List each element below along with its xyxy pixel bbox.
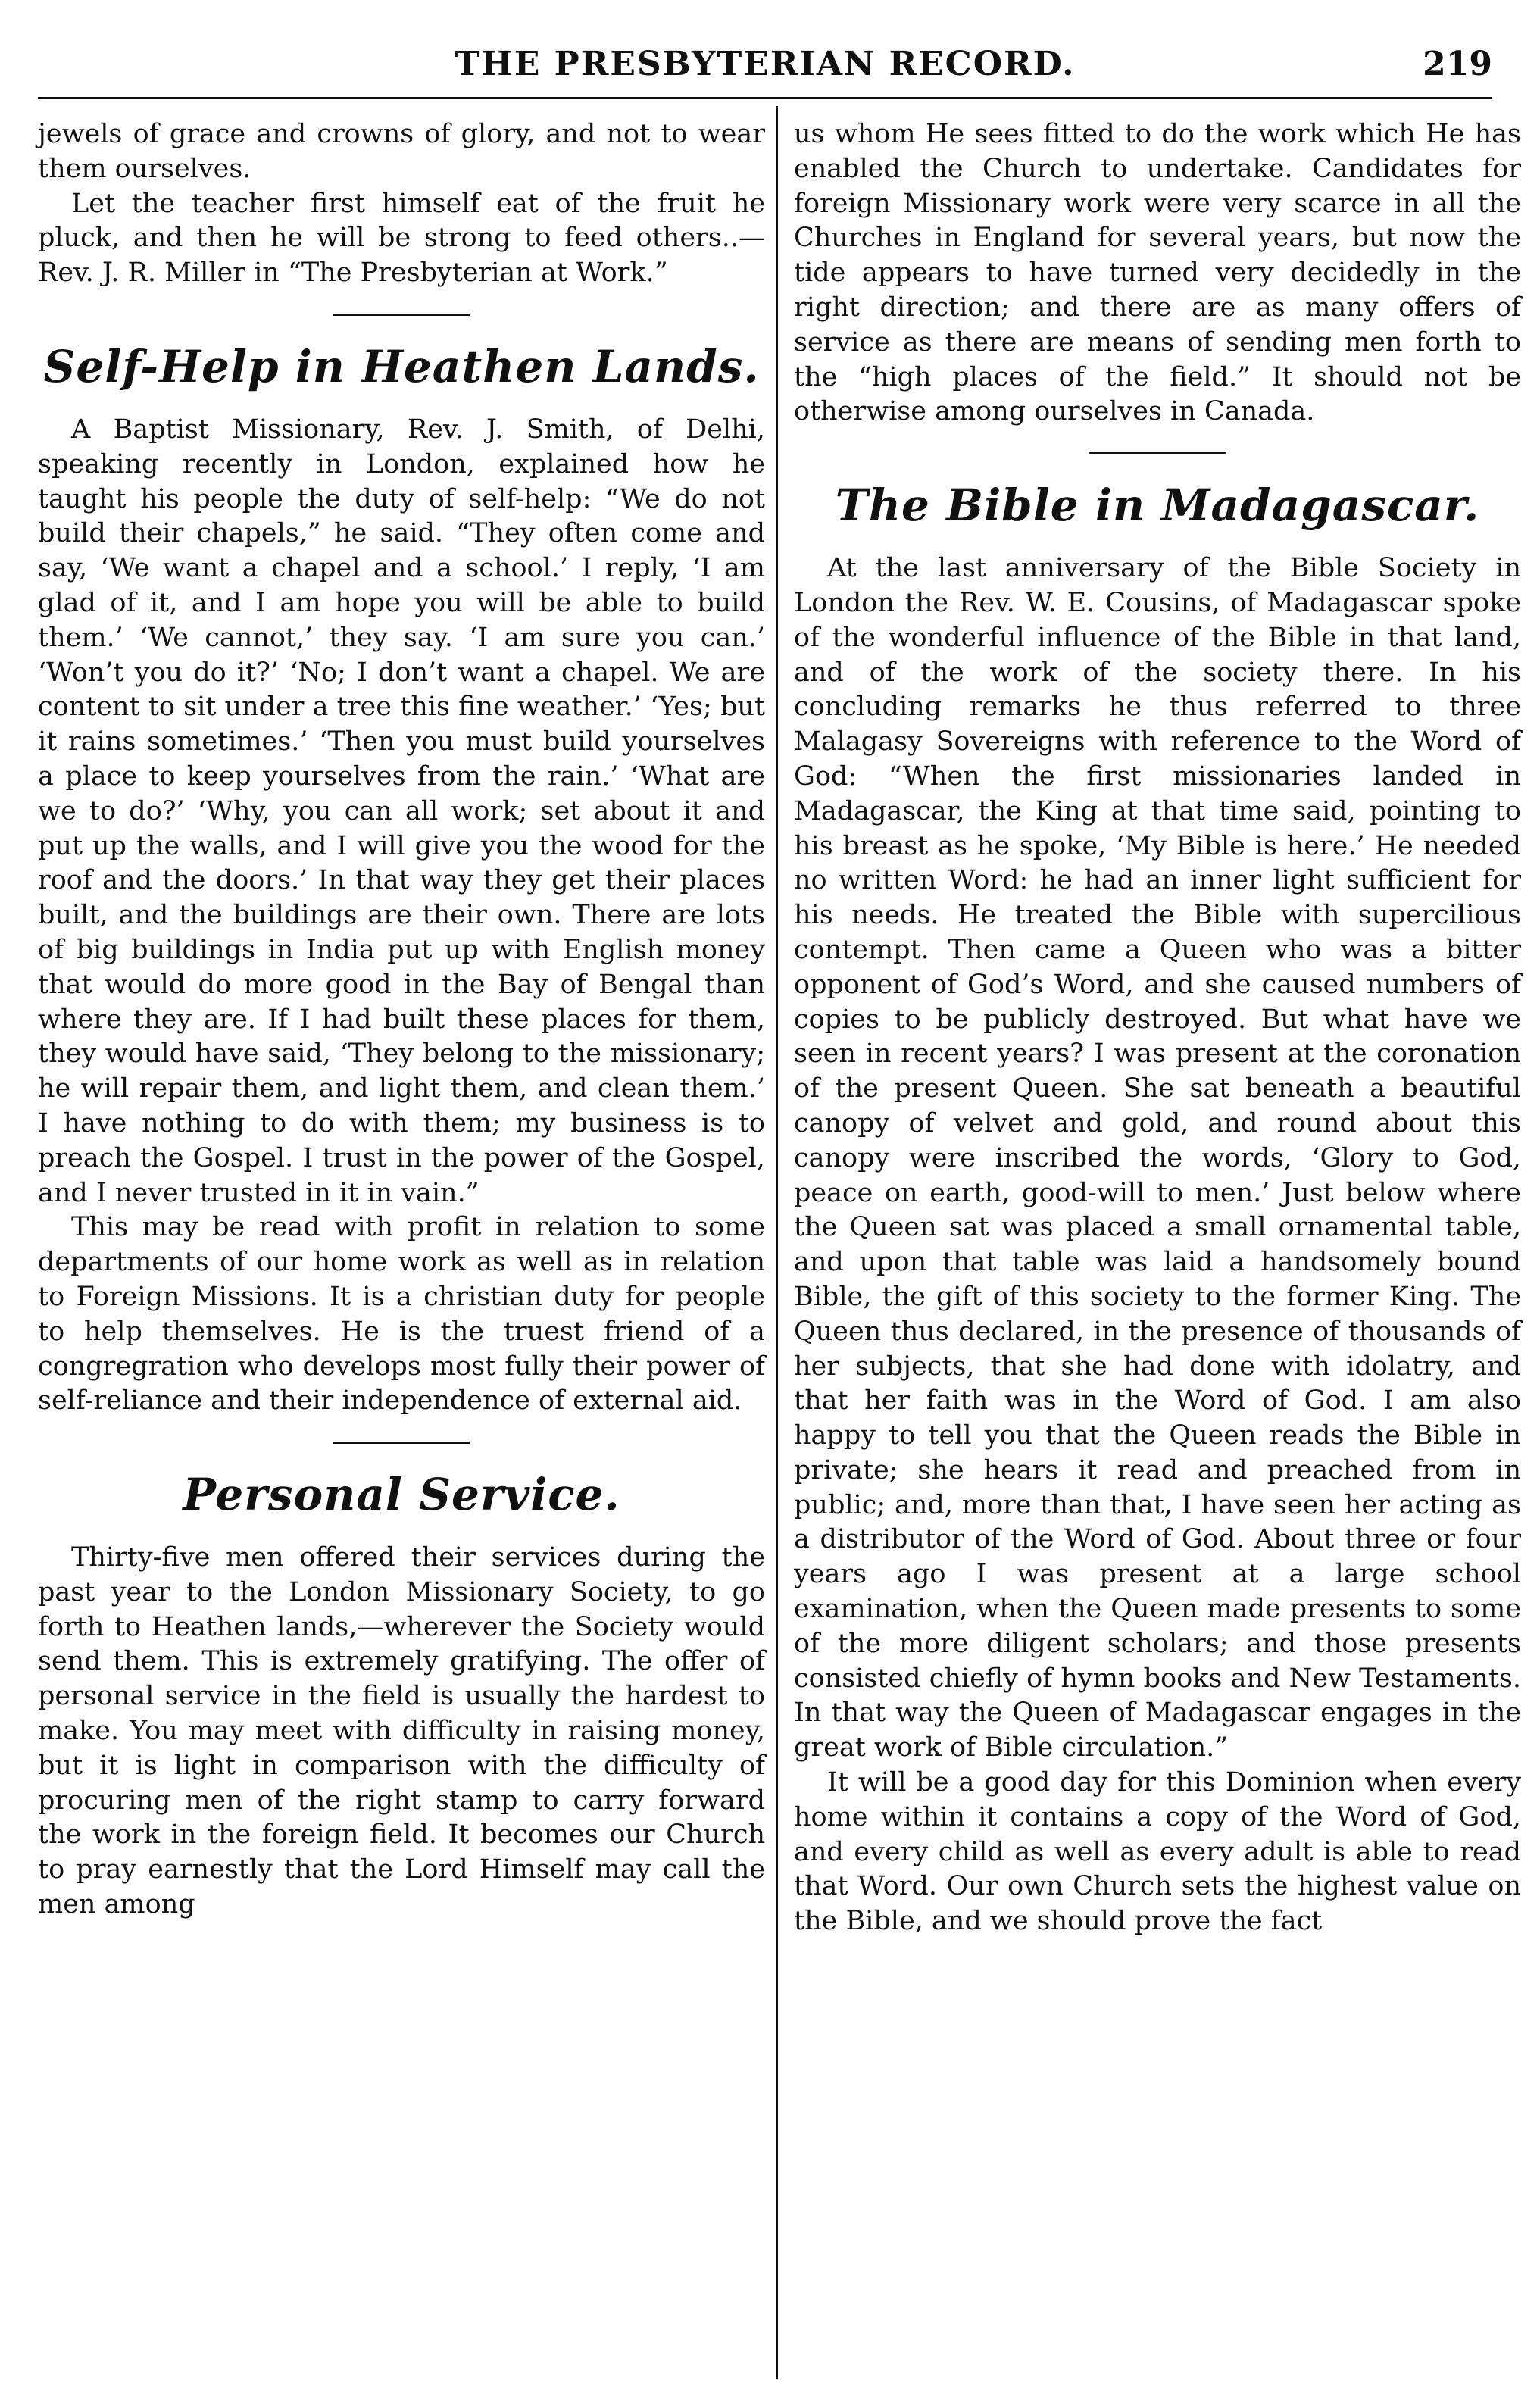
personal-service-continuation: us whom He sees fitted to do the work which He has enabled the Church to undertake. Candidates for foreign Missionary work were very scarce in all the Churches in England for several years, but now the tide appears to have turned very decidedly in the right direction; and there are as many offers of service as there are means of sending men forth to the “high places of the field.” It should not be otherwise among ourselves in Canada.	[794, 119, 1521, 427]
page-header	[38, 38, 1492, 91]
section-separator	[1089, 452, 1226, 454]
heading-self-help: Self-Help in Heathen Lands.	[43, 340, 760, 392]
bible-paragraph-1: At the last anniversary of the Bible Society in London the Rev. W. E. Cousins, of Madagascar spoke of the wonderful influence of the Bible in that land, and of the work of the society there. In his concluding remarks he thus referred to three Malagasy Sovereigns with reference to the Word of God: “When the first missionaries landed in Madagascar, the King at that time said, pointing to his breast as he spoke, ‘My Bible is here.’ He needed no written Word: he had an inner light sufficient for his needs. He treated the Bible with supercilious contempt. Then came a Queen who was a bitter opponent of God’s Word, and she caused numbers of copies to be publicly destroyed. But what have we seen in recent years? I was present at the coronation of the present Queen. She sat beneath a beautiful canopy of velvet and gold, and round about this canopy were inscribed the words, ‘Glory to God, peace on earth, good-will to men.’ Just below where the Queen sat was placed a small ornamental table, and upon that table was laid a handsomely bound Bible, the gift of this society to the former King. The Queen thus declared, in the presence of thousands of her subjects, that she had done with idolatry, and that her faith was in the Word of God. I am also happy to tell you that the Queen reads the Bible in private; she hears it read and preached from in public; and, more than that, I have seen her acting as a distributor of the Word of God. About three or four years ago I was present at a large school examination, when the Queen made presents to some of the more diligent scholars; and those presents consisted chiefly of hymn books and New Testaments. In that way the Queen of Madagascar engages in the great work of Bible circulation.”	[794, 553, 1521, 1763]
column-rule	[776, 106, 778, 2379]
intro-paragraph-1: jewels of grace and crowns of glory, and not to wear them ourselves.	[38, 119, 765, 184]
intro-paragraph-2: Let the teacher first himself eat of the fruit he pluck, and then he will be strong to feed others..—Rev. J. R. Miller in “The Presbyterian at Work.”	[38, 188, 765, 289]
left-column	[38, 117, 765, 1923]
page-number: 219	[1423, 45, 1492, 83]
header-rule	[38, 97, 1492, 99]
self-help-paragraph-1: A Baptist Missionary, Rev. J. Smith, of Delhi, speaking recently in London, explained how he taught his people the duty of self-help: “We do not build their chapels,” he said. “They often come and say, ‘We want a chapel and a school.’ I reply, ‘I am glad of it, and I am hope you will be able to build them.’ ‘We cannot,’ they say. ‘I am sure you can.’ ‘Won’t you do it?’ ‘No; I don’t want a chapel. We are content to sit under a tree this fine weather.’ ‘Yes; but it rains sometimes.’ ‘Then you must build yourselves a place to keep yourselves from the rain.’ ‘What are we to do?’ ‘Why, you can all work; set about it and put up the walls, and I will give you the wood for the roof and the doors.’ In that way they get their places built, and the buildings are their own. There are lots of big buildings in India put up with English money that would do more good in the Bay of Bengal than where they are. If I had built these places for them, they would have said, ‘They belong to the missionary; he will repair them, and light them, and clean them.’ I have nothing to do with them; my business is to preach the Gospel. I trust in the power of the Gospel, and I never trusted in it in vain.”	[38, 414, 765, 1208]
section-separator	[333, 314, 470, 316]
right-column	[794, 117, 1521, 1939]
section-separator	[333, 1442, 470, 1444]
journal-title: THE PRESBYTERIAN RECORD.	[455, 45, 1076, 83]
personal-service-paragraph: Thirty-five men offered their services during the past year to the London Missionary Society, to go forth to Heathen lands,—wherever the Society would send them. This is extremely gratifying. The offer of personal service in the field is usually the hardest to make. You may meet with difficulty in raising money, but it is light in comparison with the difficulty of procuring men of the right stamp to carry forward the work in the foreign field. It becomes our Church to pray earnestly that the Lord Himself may call the men among	[38, 1542, 765, 1920]
heading-personal-service: Personal Service.	[183, 1469, 620, 1521]
heading-bible-madagascar: The Bible in Madagascar.	[835, 479, 1480, 532]
self-help-paragraph-2: This may be read with profit in relation to some departments of our home work as well as in relation to Foreign Missions. It is a christian duty for people to help themselves. He is the truest friend of a congregration who develops most fully their power of self-reliance and their independence of external aid.	[38, 1212, 765, 1417]
bible-paragraph-2: It will be a good day for this Dominion when every home within it contains a copy of the Word of God, and every child as well as every adult is able to read that Word. Our own Church sets the highest value on the Bible, and we should prove the fact	[794, 1767, 1521, 1937]
